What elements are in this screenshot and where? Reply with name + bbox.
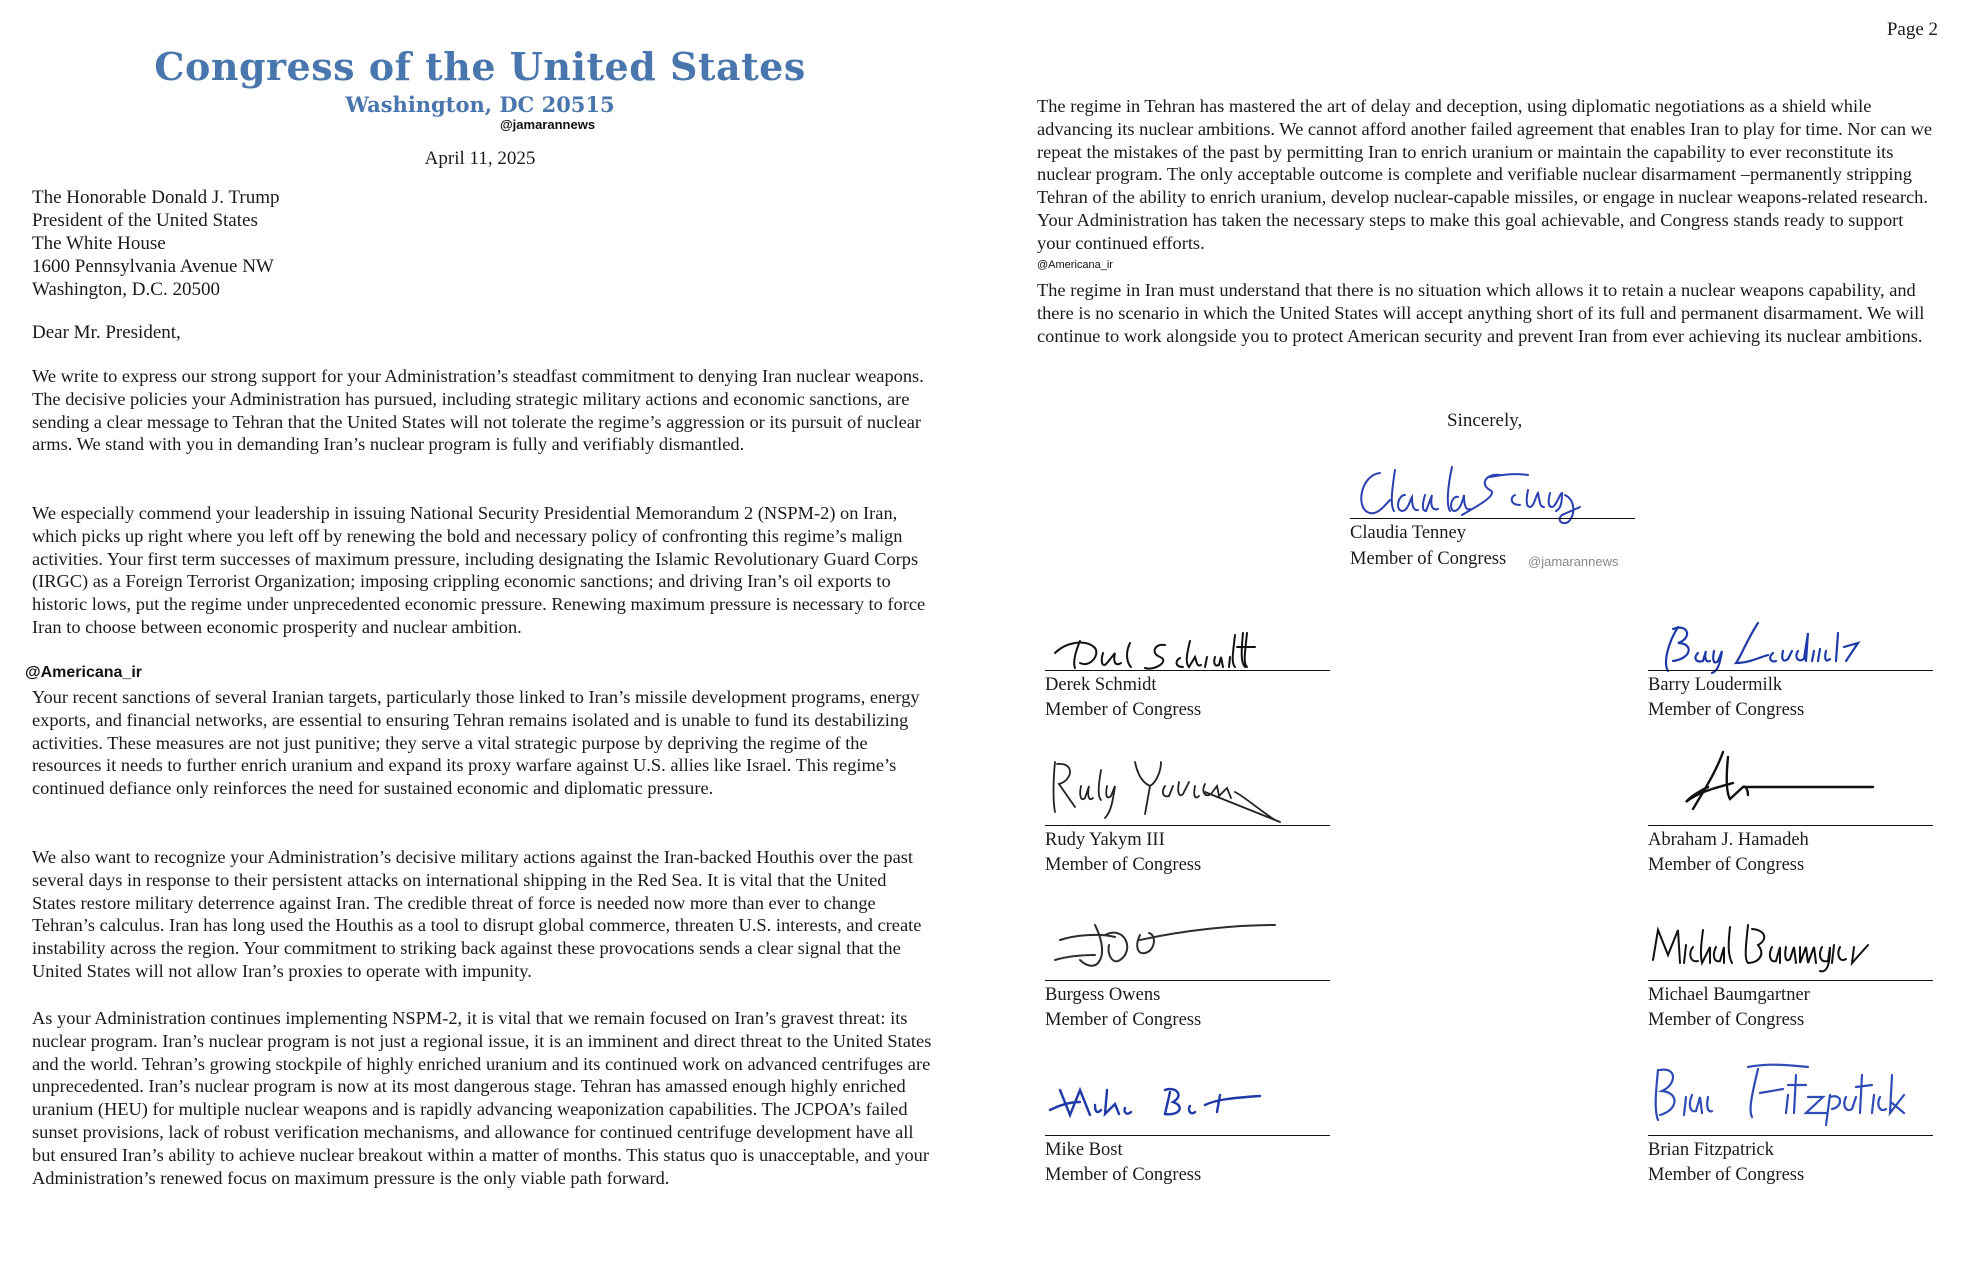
- watermark-jamaran: @jamarannews: [500, 117, 596, 132]
- signatory-name: Mike Bost: [1045, 1140, 1123, 1160]
- signatory-name: Barry Loudermilk: [1648, 675, 1783, 695]
- watermark-americana-small: @Americana_ir: [1037, 259, 1113, 271]
- signatory-name: Claudia Tenney: [1350, 523, 1467, 543]
- paragraph: The regime in Tehran has mastered the art of delay and deception, using diplomatic negotiations as a shield while advancing its nuclear ambitions. We cannot afford another failed agreement that enables Iran to play for time. Nor can we repeat the mistakes of the past by permitting Iran to enrich uranium or maintain the capability to ever reconstitute its nuclear program. The only acceptable outcome is complete and verifiable nuclear disarmament –permanently stripping Tehran of the ability to enrich uranium, develop nuclear-capable missiles, or engage in nuclear weapons-related research. Your Administration has taken the necessary steps to make this goal achievable, and Congress stands ready to support your continued efforts.: [1037, 96, 1933, 253]
- signatory-name: Rudy Yakym III: [1045, 830, 1165, 850]
- signatory-title: Member of Congress: [1045, 700, 1202, 720]
- watermark-americana: @Americana_ir: [25, 664, 142, 681]
- paragraph: The regime in Iran must understand that there is no situation which allows it to retain a nuclear weapons capability, and there is no scenario in which the United States will accept anything short of its full and permanent disarmament. We will continue to work alongside you to protect American security and prevent Iran from ever achieving its nuclear ambitions.: [1037, 280, 1925, 346]
- letter-date: April 11, 2025: [424, 148, 536, 169]
- letterhead-title: Congress of the United States: [154, 44, 806, 89]
- signatory-title: Member of Congress: [1648, 1165, 1805, 1185]
- signatory-name: Michael Baumgartner: [1648, 985, 1810, 1005]
- recipient-line: The Honorable Donald J. Trump: [32, 187, 280, 208]
- signatory-title: Member of Congress: [1648, 700, 1805, 720]
- signatory-title: Member of Congress: [1350, 549, 1507, 569]
- recipient-line: President of the United States: [32, 210, 258, 231]
- closing: Sincerely,: [1447, 410, 1523, 431]
- paragraph: As your Administration continues implementing NSPM-2, it is vital that we remain focused on Iran’s gravest threat: its nuclear program. Iran’s nuclear program is not just a regional issue, it is an imminent and direct threat to the United States and the world. Tehran’s growing stockpile of highly enriched uranium and its continued work on advanced centrifuges are unprecedented. Iran’s nuclear program is now at its most dangerous stage. Tehran has amassed enough highly enriched uranium (HEU) for multiple nuclear weapons and is rapidly advancing weaponization capabilities. The JCPOA’s failed sunset provisions, lack of robust verification mechanisms, and allowance for continued centrifuge development have all but ensured Iran’s ability to achieve nuclear breakout within a matter of months. This status quo is unacceptable, and your Administration’s renewed focus on maximum pressure is the only viable path forward.: [32, 1008, 932, 1188]
- signatory-title: Member of Congress: [1648, 855, 1805, 875]
- signatory-name: Brian Fitzpatrick: [1648, 1140, 1774, 1160]
- signatory-name: Abraham J. Hamadeh: [1648, 830, 1809, 850]
- signature-hamadeh: [1648, 747, 1908, 827]
- signatory-title: Member of Congress: [1045, 1165, 1202, 1185]
- page-number: Page 2: [1886, 19, 1938, 40]
- recipient-line: 1600 Pennsylvania Avenue NW: [32, 256, 274, 277]
- signatory-title: Member of Congress: [1045, 855, 1202, 875]
- paragraph: Your recent sanctions of several Iranian targets, particularly those linked to Iran’s missile development programs, energy exports, and financial networks, are essential to ensuring Tehran remains isolated and is unable to fund its destabilizing activities. These measures are not just punitive; they serve a vital strategic purpose by depriving the regime of the resources it needs to further enrich uranium and expand its proxy warfare against U.S. allies like Israel. This regime’s continued defiance only reinforces the need for sustained economic and diplomatic pressure.: [32, 687, 920, 799]
- signatory-title: Member of Congress: [1648, 1010, 1805, 1030]
- salutation: Dear Mr. President,: [32, 322, 181, 343]
- signature-bost: [1045, 1070, 1305, 1130]
- signature-yakym: [1045, 752, 1305, 827]
- paragraph: We also want to recognize your Administration’s decisive military actions against the Iran-backed Houthis over the past several days in response to their persistent attacks on international shipping in the Red Sea. It is vital that the United States restore military deterrence against Iran. The credible threat of force is needed now more than ever to change Tehran’s calculus. Iran has long used the Houthis as a tool to disrupt global commerce, threaten U.S. interests, and create instability across the region. Your commitment to striking back against these provocations sends a clear signal that the United States will not allow Iran’s proxies to operate with impunity.: [32, 847, 922, 981]
- signatory-title: Member of Congress: [1045, 1010, 1202, 1030]
- watermark-jamaran-2: @jamarannews: [1528, 554, 1619, 569]
- recipient-address: [32, 186, 280, 301]
- signatory-name: Burgess Owens: [1045, 985, 1161, 1005]
- letter-page-1: [0, 0, 980, 1280]
- paragraph: We write to express our strong support for your Administration’s steadfast commitment to denying Iran nuclear weapons. The decisive policies your Administration has pursued, including strategic military actions and economic sanctions, are sending a clear message to Tehran that the United States will not tolerate the regime’s aggression or its pursuit of nuclear arms. We stand with you in demanding Iran’s nuclear program is fully and verifiably dismantled.: [32, 366, 924, 455]
- paragraph: We especially commend your leadership in issuing National Security Presidential Memorandum 2 (NSPM-2) on Iran, which picks up right where you left off by renewing the bold and necessary policy of confronting this regime’s malign activities. Your first term successes of maximum pressure, including designating the Islamic Revolutionary Guard Corps (IRGC) as a Foreign Terrorist Organization; imposing crippling economic sanctions; and driving Iran’s oil exports to historic lows, put the regime under unprecedented economic pressure. Renewing maximum pressure is necessary to force Iran to choose between economic prosperity and nuclear ambition.: [32, 503, 926, 637]
- signature-baumgartner: [1648, 915, 1908, 975]
- recipient-line: Washington, D.C. 20500: [32, 279, 220, 300]
- signature-loudermilk: [1648, 613, 1908, 673]
- recipient-line: The White House: [32, 233, 166, 254]
- letterhead-city: Washington, DC 20515: [345, 92, 615, 117]
- signatory-name: Derek Schmidt: [1045, 675, 1157, 695]
- signature-owens: [1045, 915, 1305, 975]
- signature-fitzpatrick: [1648, 1055, 1908, 1130]
